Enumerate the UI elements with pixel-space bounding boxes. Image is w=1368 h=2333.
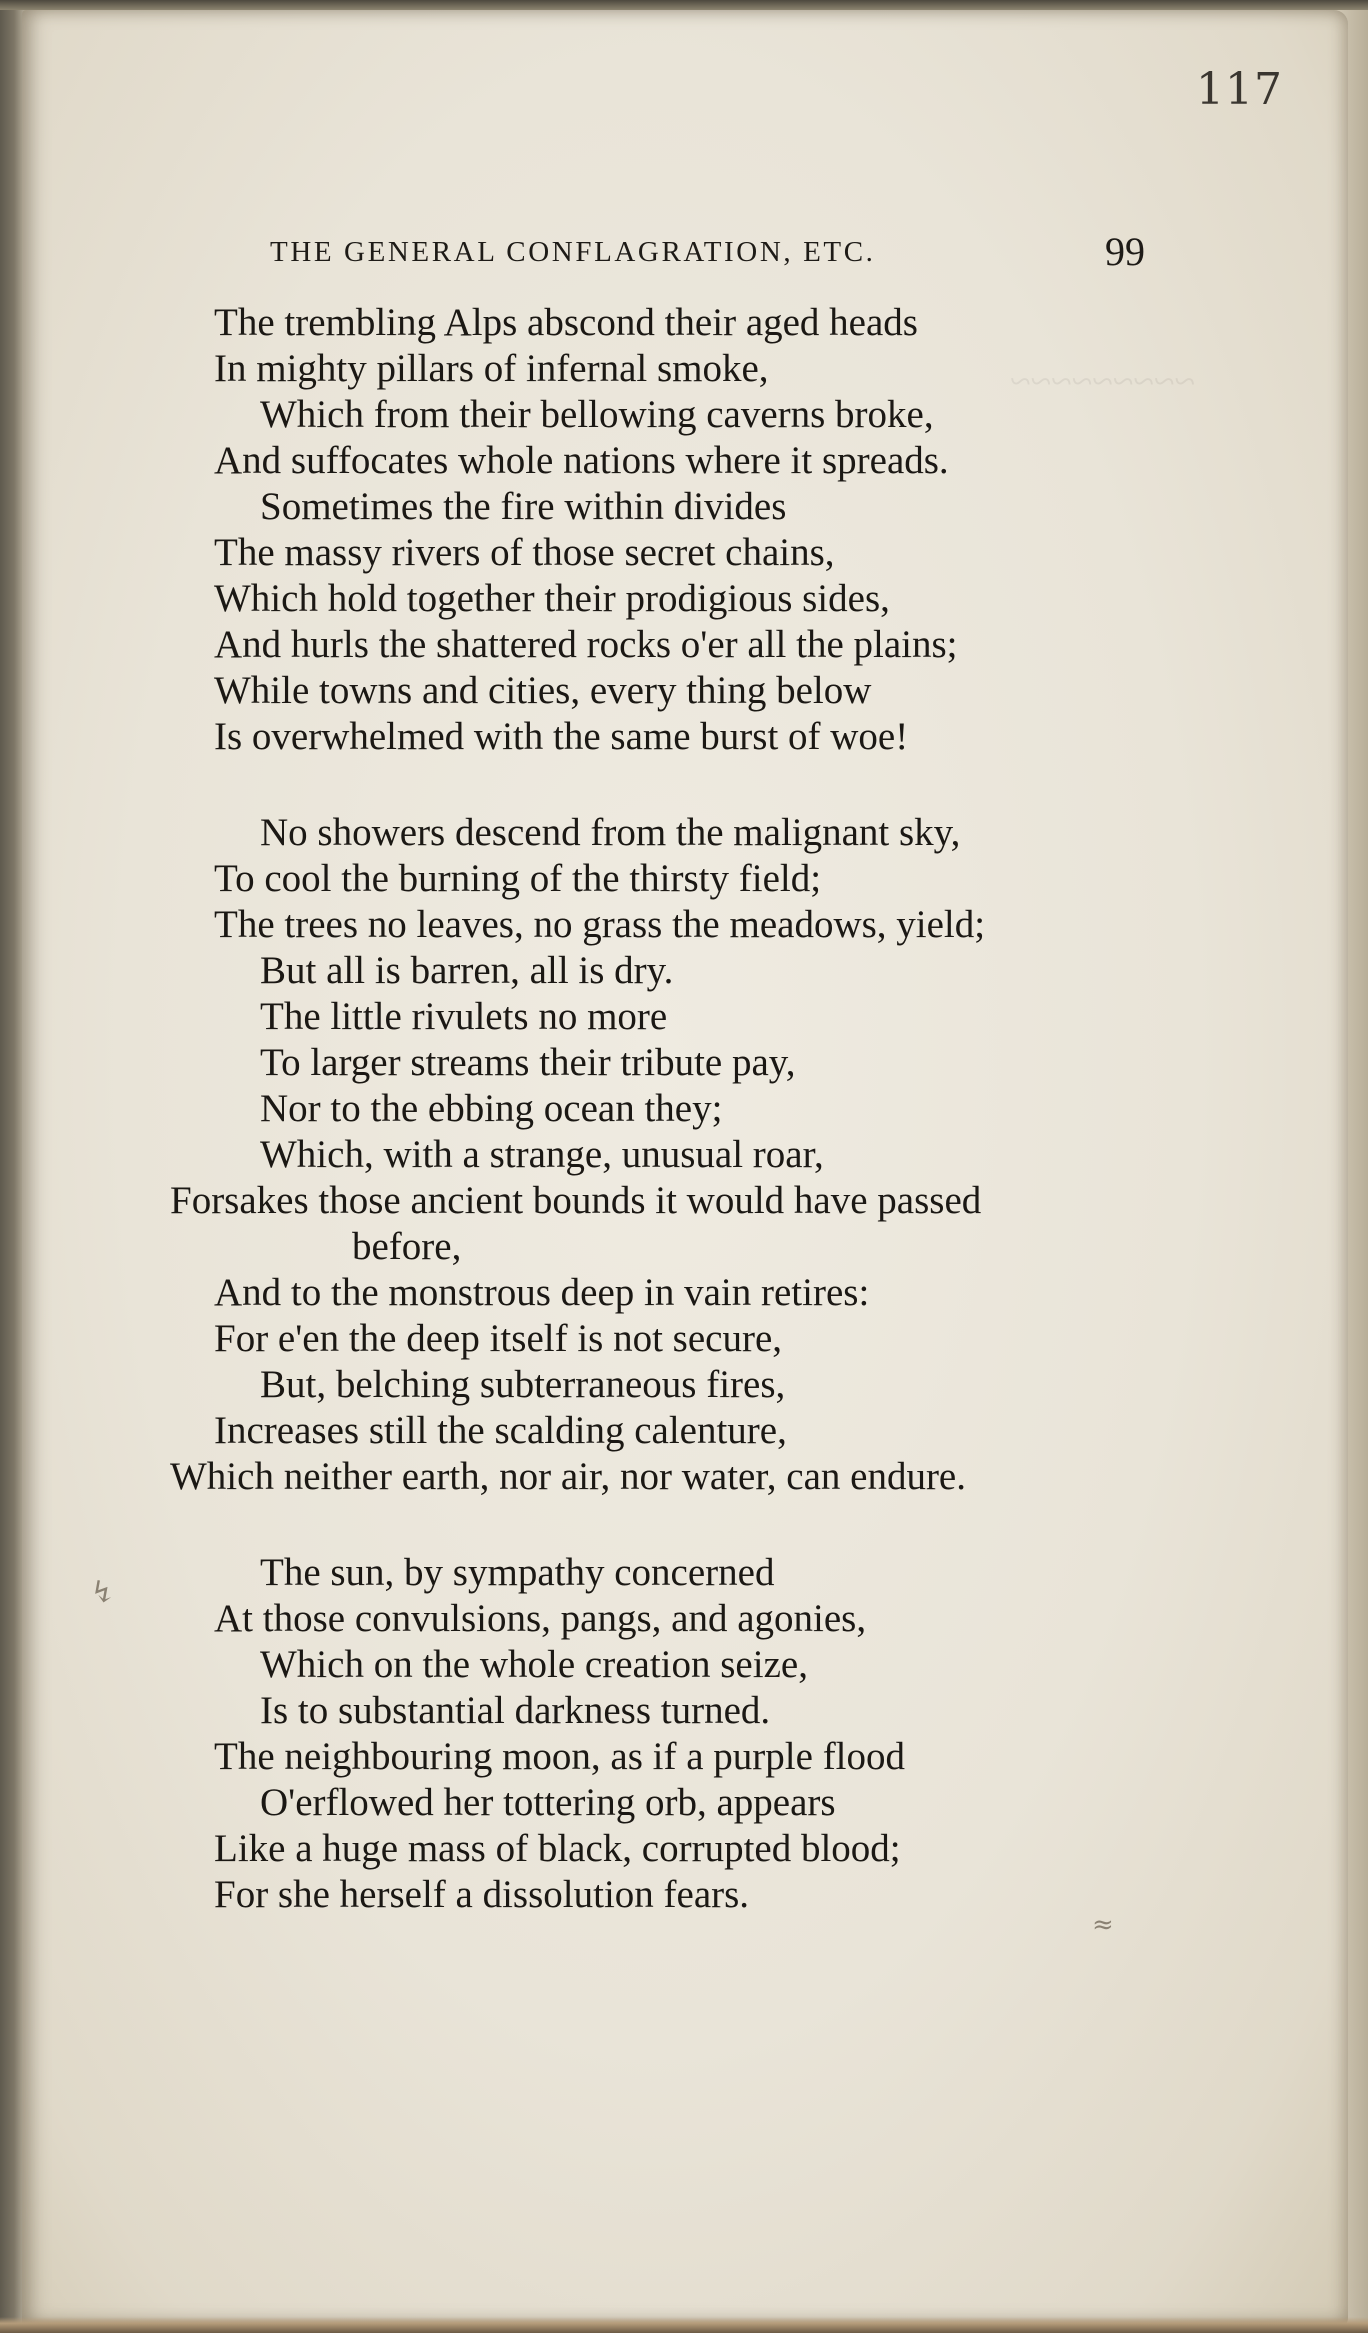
poem-line: Is to substantial darkness turned. [260, 1689, 771, 1732]
poem-line: The trembling Alps abscond their aged heads [214, 301, 918, 344]
poem-line: Sometimes the fire within divides [260, 485, 787, 528]
poem-line: In mighty pillars of infernal smoke, [214, 347, 769, 390]
poem-line: And suffocates whole nations where it spreads. [214, 439, 949, 482]
poem-line-continuation: before, [352, 1225, 462, 1268]
poem-line: Forsakes those ancient bounds it would have passed [170, 1179, 982, 1222]
poem-line: Which, with a strange, unusual roar, [260, 1133, 824, 1176]
poem-line: The neighbouring moon, as if a purple flood [214, 1735, 906, 1778]
poem-line: While towns and cities, every thing below [214, 669, 872, 712]
poem-line: But, belching subterraneous fires, [260, 1363, 786, 1406]
poem-line: To larger streams their tribute pay, [260, 1041, 796, 1084]
running-head: THE GENERAL CONFLAGRATION, ETC. [270, 236, 876, 268]
poem-line: For she herself a dissolution fears. [214, 1873, 750, 1916]
poem-line: The trees no leaves, no grass the meadows, yield; [214, 903, 986, 946]
bleed-through-text: ~~~~~~~~~ [1010, 361, 1196, 403]
poem-line: Which hold together their prodigious sides, [214, 577, 890, 620]
page-number: 99 [1105, 229, 1145, 274]
poem-line: The massy rivers of those secret chains, [214, 531, 835, 574]
stray-pencil-mark: ↯ [90, 1575, 116, 1610]
poem-line: But all is barren, all is dry. [260, 949, 674, 992]
poem-line: No showers descend from the malignant sky, [260, 811, 961, 854]
poem-line: Is overwhelmed with the same burst of woe! [214, 715, 909, 758]
poem-line: Which on the whole creation seize, [260, 1643, 808, 1686]
page-top-edge [0, 0, 1368, 10]
poem-line: O'erflowed her tottering orb, appears [260, 1781, 836, 1824]
poem-line: Nor to the ebbing ocean they; [260, 1087, 723, 1130]
pencil-folio-number: 117 [1196, 64, 1283, 115]
page-bottom-edge [0, 2317, 1368, 2333]
poem-line: To cool the burning of the thirsty field; [214, 857, 822, 900]
poem-line: Which neither earth, nor air, nor water, can endure. [170, 1455, 966, 1498]
stray-pencil-mark: ≈ [1092, 1910, 1114, 1940]
poem-line: Increases still the scalding calenture, [214, 1409, 787, 1452]
poem-line: For e'en the deep itself is not secure, [214, 1317, 783, 1360]
poem-line: And hurls the shattered rocks o'er all the plains; [214, 623, 958, 666]
poem-line: The little rivulets no more [260, 995, 668, 1038]
poem-line: Like a huge mass of black, corrupted blood; [214, 1827, 901, 1870]
poem-line: And to the monstrous deep in vain retires: [214, 1271, 870, 1314]
poem-line: At those convulsions, pangs, and agonies, [214, 1597, 867, 1640]
poem-line: Which from their bellowing caverns broke, [260, 393, 934, 436]
poem-line: The sun, by sympathy concerned [260, 1551, 775, 1594]
